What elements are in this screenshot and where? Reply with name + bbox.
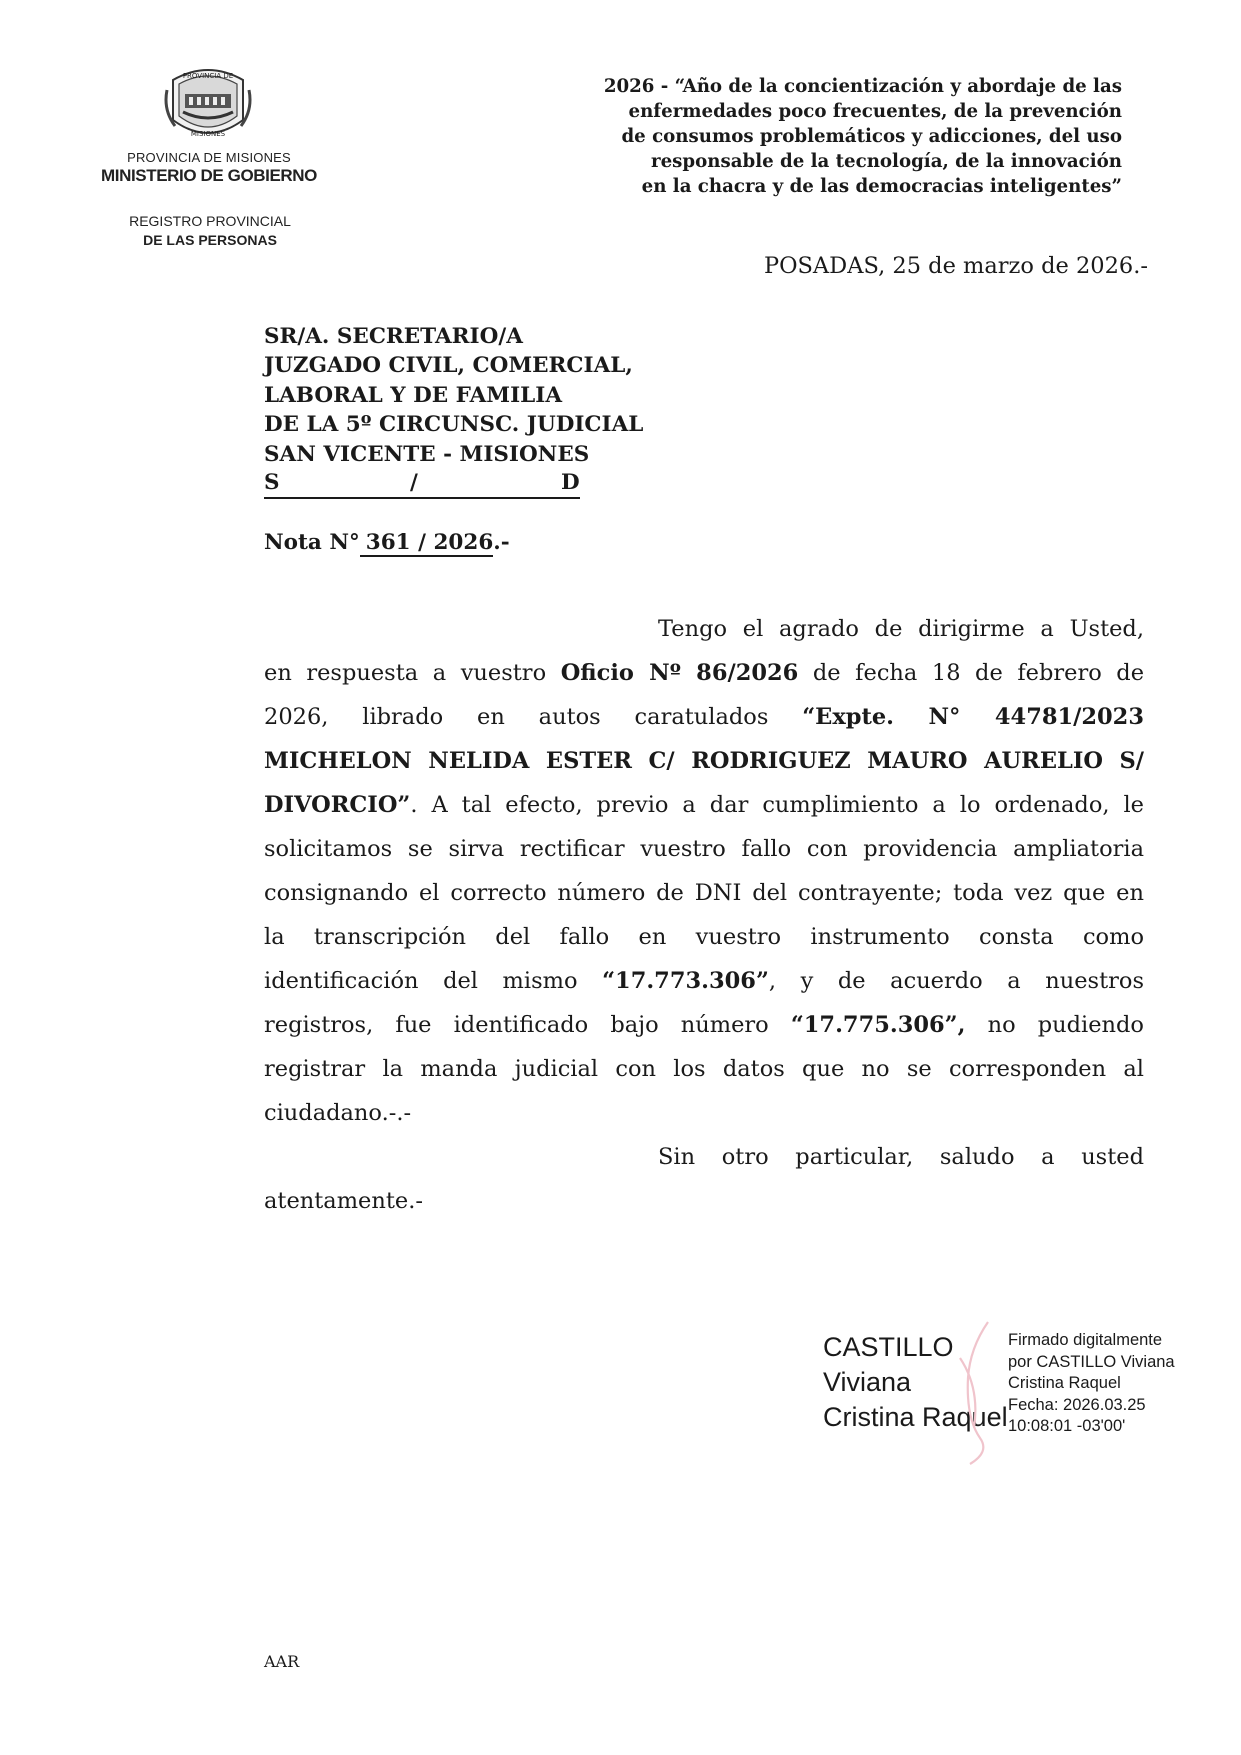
- registry-line-1: REGISTRO PROVINCIAL: [129, 213, 291, 229]
- registry-name: [110, 212, 310, 250]
- recipient-line: SAN VICENTE - MISIONES: [264, 441, 590, 467]
- body-text: . A tal efecto, previo a dar cumplimiento a lo ordenado, le: [410, 792, 1144, 818]
- crest-bottom-label: MISIONES: [190, 130, 226, 138]
- recipient-line: SR/A. SECRETARIO/A: [264, 324, 523, 349]
- body-text: de fecha 18 de febrero de: [812, 660, 1145, 686]
- signature-info-line: por CASTILLO Viviana: [1008, 1352, 1175, 1371]
- recipient-line: DE LA 5º CIRCUNSC. JUDICIAL: [264, 412, 644, 438]
- signer-name-line: CASTILLO: [823, 1332, 954, 1362]
- note-number-value: 361 / 2026: [360, 530, 494, 557]
- body-text: 2026, librado en autos caratulados: [264, 704, 769, 730]
- correct-dni: “17.775.306”,: [790, 1012, 966, 1038]
- author-initials: AAR: [264, 1652, 300, 1671]
- body-text: registros, fue identificado bajo número: [264, 1012, 769, 1038]
- body-line: ciudadano.-.-: [264, 1100, 412, 1126]
- body-line: [264, 658, 1144, 688]
- closing-line: Sin otro particular, saludo a usted: [658, 1144, 1144, 1170]
- wrong-dni: “17.773.306”: [602, 968, 769, 994]
- body-text: no pudiendo: [987, 1012, 1144, 1038]
- recipient-line: JUZGADO CIVIL, COMERCIAL,: [264, 353, 633, 379]
- signature-info-line: 10:08:01 -03'00': [1008, 1417, 1126, 1435]
- case-ref: “Expte. N° 44781/2023: [802, 704, 1144, 730]
- recipient-sd: [264, 469, 580, 499]
- body-line: consignando el correcto número de DNI del contrayente; toda vez que en: [264, 880, 1144, 906]
- case-title-end: DIVORCIO”: [264, 792, 411, 818]
- province-crest-logo: [163, 60, 253, 146]
- crest-top-label: PROVINCIA DE: [182, 72, 234, 80]
- sd-slash: /: [410, 470, 418, 496]
- body-line: registrar la manda judicial con los datos que no se corresponden al: [264, 1056, 1144, 1082]
- signer-name-line: Viviana: [823, 1367, 912, 1397]
- motto-line: enfermedades poco frecuentes, de la prevención: [628, 101, 1122, 122]
- note-prefix: Nota N°: [264, 530, 360, 555]
- ministry-name: MINISTERIO DE GOBIERNO: [101, 166, 317, 185]
- signer-name-line: Cristina Raquel: [823, 1402, 1008, 1432]
- body-line: la transcripción del fallo en vuestro instrumento consta como: [264, 924, 1144, 950]
- registry-personas: PERSONAS: [198, 232, 277, 248]
- signature-info-line: Cristina Raquel: [1008, 1374, 1121, 1392]
- year-motto: [520, 74, 1122, 199]
- body-line: [264, 1010, 1144, 1040]
- closing-line: atentamente.-: [264, 1188, 423, 1214]
- sd-s: S: [264, 470, 280, 496]
- registry-line-2: [110, 231, 310, 250]
- body-line: solicitamos se sirva rectificar vuestro fallo con providencia ampliatoria: [264, 836, 1144, 862]
- registry-de-las: DE LAS: [143, 232, 195, 248]
- signature-info-line: Firmado digitalmente: [1008, 1331, 1163, 1349]
- body-line: [264, 966, 1144, 996]
- motto-line: en la chacra y de las democracias inteligentes”: [641, 176, 1122, 197]
- recipient-block: [264, 322, 643, 499]
- oficio-ref: Oficio Nº 86/2026: [560, 660, 799, 686]
- body-text: identificación del mismo: [264, 968, 578, 994]
- body-line: [264, 746, 1144, 776]
- motto-line: responsable de la tecnología, de la innovación: [650, 151, 1122, 172]
- body-line: [264, 790, 1144, 820]
- sd-d: D: [561, 470, 580, 496]
- case-title: MICHELON NELIDA ESTER C/ RODRIGUEZ MAURO AURELIO S/: [264, 748, 1144, 774]
- digital-signature-info: [1008, 1330, 1175, 1438]
- letter-date: POSADAS, 25 de marzo de 2026.-: [763, 253, 1148, 279]
- signature-info-line: Fecha: 2026.03.25: [1008, 1395, 1146, 1414]
- signature-scribble: [940, 1318, 1000, 1468]
- note-number: [264, 530, 510, 555]
- body-text: en respuesta a vuestro: [264, 660, 547, 686]
- province-name: PROVINCIA DE MISIONES: [127, 150, 291, 165]
- motto-line: de consumos problemáticos y adicciones, del uso: [621, 126, 1122, 147]
- note-suffix: .-: [493, 530, 510, 555]
- body-text: , y de acuerdo a nuestros: [768, 968, 1144, 994]
- body-line: Tengo el agrado de dirigirme a Usted,: [658, 616, 1144, 642]
- motto-line: 2026 - “Año de la concientización y abordaje de las: [603, 76, 1122, 97]
- recipient-line: LABORAL Y DE FAMILIA: [264, 382, 562, 408]
- body-line: [264, 702, 1144, 732]
